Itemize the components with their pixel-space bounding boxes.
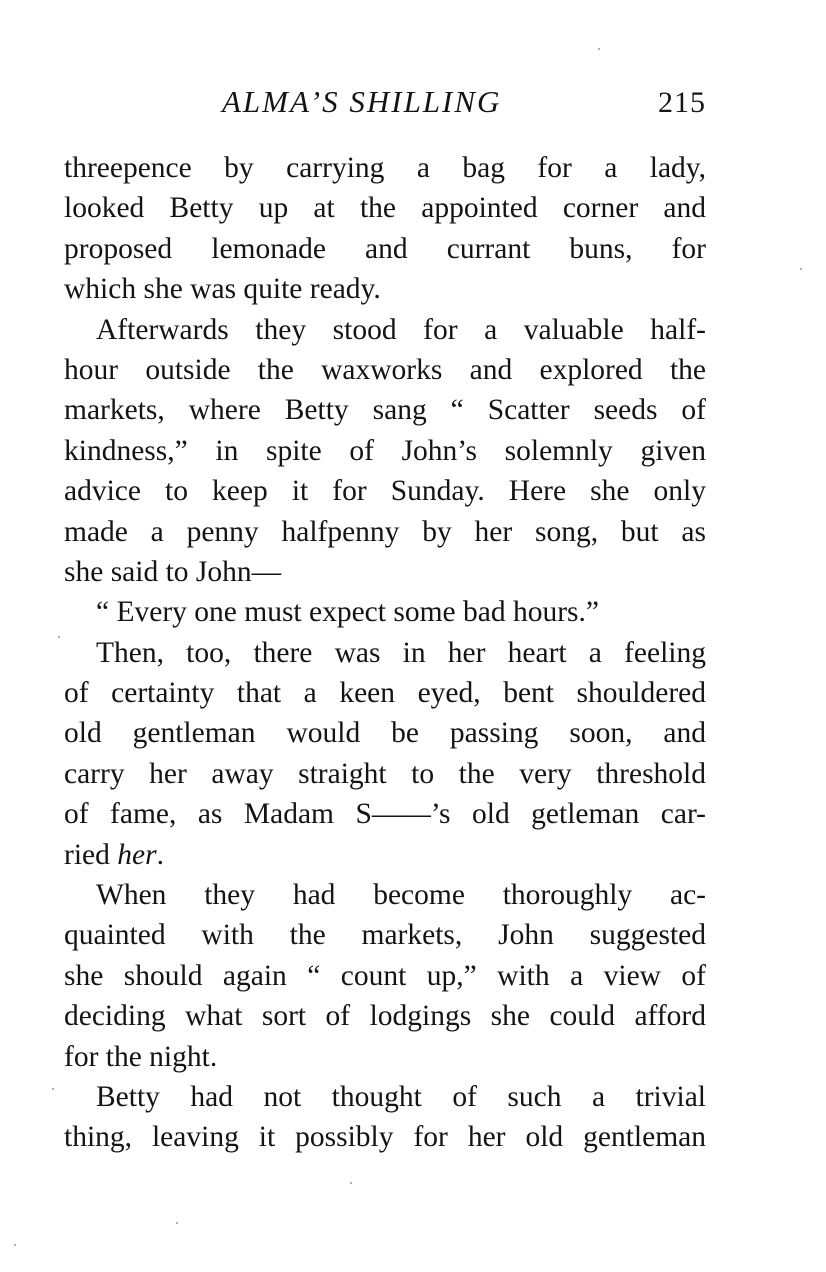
text-line: markets, where Betty sang “ Scatter seeds of: [64, 394, 706, 427]
text-segment: ried: [64, 838, 118, 871]
text-line: quainted with the markets, John suggested: [64, 919, 706, 952]
page-number: 215: [658, 86, 706, 119]
body-text: [64, 148, 706, 1158]
text-line: looked Betty up at the appointed corner and: [64, 192, 706, 225]
text-line: she said to John—: [64, 555, 282, 588]
paper-speck: [350, 1182, 352, 1184]
text-line: Then, too, there was in her heart a feeling: [96, 636, 706, 669]
text-line: threepence by carrying a bag for a lady,: [64, 152, 706, 184]
text-line: carry her away straight to the very threshold: [64, 757, 706, 790]
text-line: [64, 835, 706, 875]
text-line: of fame, as Madam S——’s old getleman car-: [64, 798, 706, 831]
text-line: of certainty that a keen eyed, bent shouldered: [64, 677, 706, 710]
text-line: for the night.: [64, 1040, 218, 1073]
paper-speck: [14, 1244, 16, 1246]
text-line: she should again “ count up,” with a view of: [64, 959, 706, 992]
paper-speck: [58, 636, 60, 638]
italic-word: her: [117, 838, 157, 871]
paper-speck: [598, 48, 600, 50]
paper-speck: [800, 268, 802, 270]
paper-speck: [52, 1088, 54, 1090]
text-line: hour outside the waxworks and explored the: [64, 353, 706, 386]
running-header: [64, 84, 706, 128]
text-line: old gentleman would be passing soon, and: [64, 717, 706, 750]
running-title: ALMA’S SHILLING: [222, 84, 502, 119]
text-line: When they had become thoroughly ac-: [96, 879, 706, 912]
text-line: made a penny halfpenny by her song, but as: [64, 515, 706, 548]
text-line: kindness,” in spite of John’s solemnly given: [64, 434, 706, 467]
text-line: Betty had not thought of such a trivial: [96, 1080, 706, 1113]
text-line: thing, leaving it possibly for her old gentleman: [64, 1121, 706, 1154]
text-line: Afterwards they stood for a valuable half-: [96, 313, 706, 346]
text-line: deciding what sort of lodgings she could afford: [64, 1000, 706, 1033]
text-line: proposed lemonade and currant buns, for: [64, 232, 706, 265]
text-line: “ Every one must expect some bad hours.”: [96, 596, 599, 629]
text-line: which she was quite ready.: [64, 273, 381, 306]
paper-speck: [176, 1222, 178, 1224]
text-line: advice to keep it for Sunday. Here she only: [64, 475, 706, 508]
text-segment: .: [156, 838, 164, 871]
